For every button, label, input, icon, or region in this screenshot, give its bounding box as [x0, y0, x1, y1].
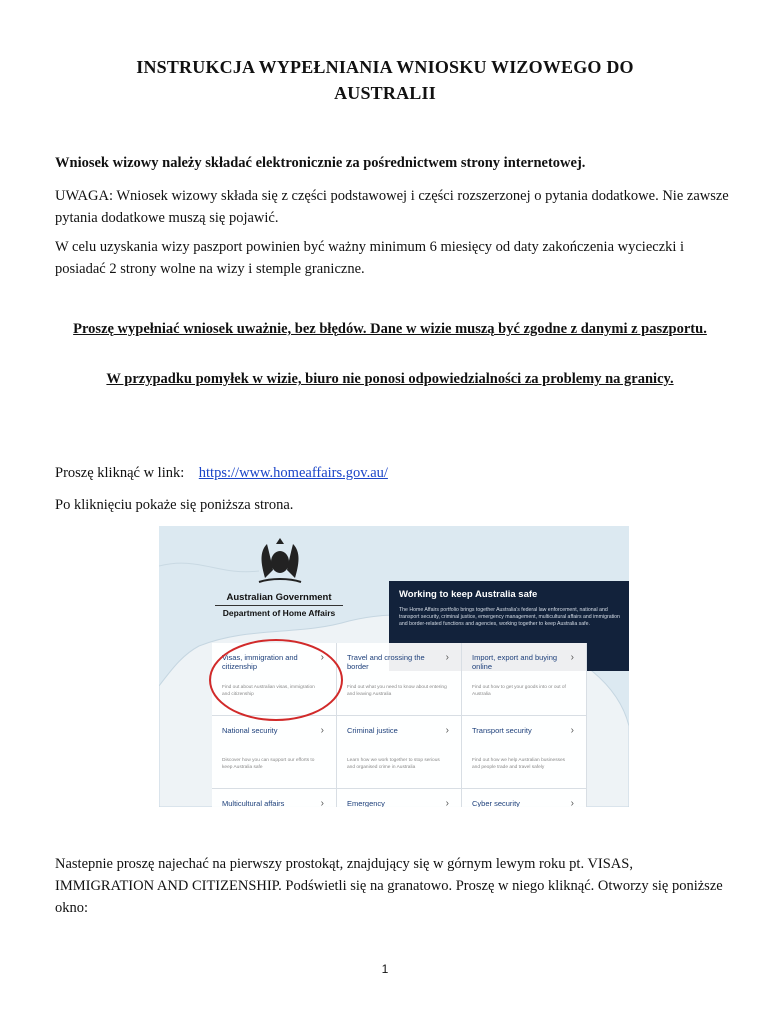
card-title: Transport security [472, 726, 532, 735]
card-desc: Find out how to get your goods into or out of Australia [472, 685, 566, 697]
card-import[interactable] [462, 643, 587, 716]
warning-liability: W przypadku pomyłek w wizie, biuro nie ponosi odpowiedzialności za problemy na granicy. [106, 371, 674, 387]
card-desc: Discover how you can support our efforts to keep Australia safe [222, 758, 315, 770]
gov-name: Australian Government [226, 592, 332, 603]
paragraph-note: UWAGA: Wniosek wizowy składa się z części podstawowej i części rozszerzonej o pytania dodatkowe. Nie zawsze pytania dodatkowe muszą się pojawić. [55, 188, 729, 226]
card-title: Emergency [347, 799, 385, 807]
chevron-right-icon: › [445, 652, 449, 663]
chevron-right-icon: › [445, 725, 449, 736]
card-criminal-justice[interactable] [337, 716, 462, 789]
link-line [55, 462, 735, 484]
card-title: Import, export and buying online [472, 653, 558, 671]
card-title: Criminal justice [347, 726, 398, 735]
highlight-circle [209, 639, 343, 721]
card-desc: Find out how we help Australian businesses and people trade and travel safely [472, 758, 566, 770]
chevron-right-icon: › [320, 652, 324, 663]
homeaffairs-link[interactable]: https://www.homeaffairs.gov.au/ [198, 465, 388, 481]
paragraph-passport: W celu uzyskania wizy paszport powinien być ważny minimum 6 miesięcy od daty zakończenia wycieczki i posiadać 2 strony wolne na wizy i stemple graniczne. [55, 239, 685, 277]
coat-of-arms-icon [251, 534, 309, 586]
link-prefix: Proszę kliknąć w link: [55, 465, 185, 481]
paragraph-after-click: Po kliknięciu pokaże się poniższa strona. [55, 497, 294, 513]
card-title: Travel and crossing the border [347, 653, 425, 671]
card-cyber[interactable] [462, 789, 587, 807]
card-multicultural[interactable] [212, 789, 337, 807]
chevron-right-icon: › [320, 798, 324, 807]
gov-divider [215, 605, 343, 606]
banner-title: Working to keep Australia safe [399, 589, 538, 600]
card-travel[interactable] [337, 643, 462, 716]
card-title: National security [222, 726, 278, 735]
chevron-right-icon: › [570, 725, 574, 736]
card-desc: Learn how we work together to stop serious and organised crime in Australia [347, 758, 440, 770]
chevron-right-icon: › [570, 652, 574, 663]
card-title: Visas, immigration and citizenship [222, 653, 298, 671]
card-transport-security[interactable] [462, 716, 587, 789]
website-screenshot [159, 526, 629, 807]
card-title: Cyber security [472, 799, 520, 807]
chevron-right-icon: › [320, 725, 324, 736]
card-desc: Find out what you need to know about entering and leaving Australia [347, 685, 447, 697]
document-title: INSTRUKCJA WYPEŁNIANIA WNIOSKU WIZOWEGO DO AUSTRALII [136, 57, 634, 103]
card-national-security[interactable] [212, 716, 337, 789]
warning-accuracy: Proszę wypełniać wniosek uważnie, bez błędów. Dane w wizie muszą być zgodne z danymi z paszportu. [73, 321, 707, 337]
card-title: Multicultural affairs [222, 799, 285, 807]
paragraph-electronic: Wniosek wizowy należy składać elektronicznie za pośrednictwem strony internetowej. [55, 155, 586, 171]
page-number: 1 [381, 962, 389, 976]
banner-text: The Home Affairs portfolio brings together Australia's federal law enforcement, national and transport security, criminal justice, emergency management, multicultural affairs and immigration and border-related functions and agencies, working together to keep Australia safe. [399, 607, 620, 627]
dept-name: Department of Home Affairs [222, 608, 336, 618]
card-desc: Find out about Australian visas, immigration and citizenship [222, 685, 315, 697]
card-emergency[interactable] [337, 789, 462, 807]
paragraph-instruction: Nastepnie proszę najechać na pierwszy prostokąt, znajdujący się w górnym lewym roku pt. VISAS, IMMIGRATION AND CITIZENSHIP. Podświetli się na granatowo. Proszę w niego kliknąć. Otworzy się poniższe okno: [55, 856, 723, 916]
chevron-right-icon: › [570, 798, 574, 807]
chevron-right-icon: › [445, 798, 449, 807]
